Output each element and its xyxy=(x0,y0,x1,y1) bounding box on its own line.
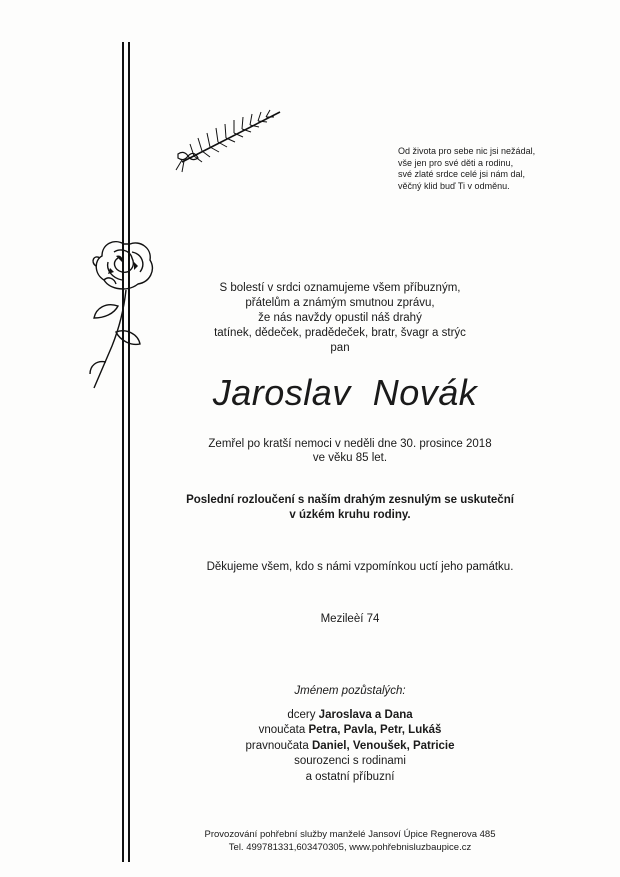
mourners-siblings: sourozenci s rodinami xyxy=(294,755,406,767)
deceased-last-name: Novák xyxy=(372,372,478,413)
announcement-line: že nás navždy opustil náš drahý xyxy=(258,312,422,324)
rose-icon xyxy=(86,236,166,394)
farewell-notice xyxy=(150,493,550,523)
mourners-daughters xyxy=(220,708,480,724)
verse-line: Od života pro sebe nic jsi nežádal, xyxy=(398,146,536,156)
palm-frond-icon xyxy=(172,104,287,174)
grandchildren-names: Petra, Pavla, Petr, Lukáš xyxy=(308,724,442,736)
death-info-line: Zemřel po kratší nemoci v neděli dne 30. prosince 2018 xyxy=(208,438,492,450)
mourning-line-right xyxy=(128,42,130,862)
footer-line: Provozování pohřební služby manželé Jansoví Úpice Regnerova 485 xyxy=(204,829,496,840)
daughters-names: Jaroslava a Dana xyxy=(318,708,413,721)
announcement-line: tatínek, dědeček, pradědeček, bratr, švagr a strýc xyxy=(214,327,466,339)
death-announcement xyxy=(190,281,490,356)
verse-line: své zlaté srdce celé jsi nám dal, xyxy=(398,169,526,179)
funeral-service-footer xyxy=(150,828,550,854)
memorial-verse xyxy=(398,146,578,192)
announcement-line: přátelům a známým smutnou zprávu, xyxy=(245,297,435,309)
footer-line: Tel. 499781331,603470305, www.pohřebnisluzbaupice.cz xyxy=(228,842,472,853)
great-grandchildren-names: Daniel, Venoušek, Patricie xyxy=(311,739,455,752)
mourners-heading: Jménem pozůstalých: xyxy=(294,685,406,697)
mourners-relatives: a ostatní příbuzní xyxy=(305,770,395,783)
great-grandchildren-label: pravnoučata xyxy=(245,739,309,752)
deceased-name xyxy=(130,372,560,414)
mourners-great-grandchildren xyxy=(220,739,480,755)
announcement-line: pan xyxy=(330,342,350,354)
place-address: Mezileèí 74 xyxy=(320,613,380,625)
mourning-line-left xyxy=(122,42,124,862)
grandchildren-label: vnoučata xyxy=(258,724,306,736)
daughters-label: dcery xyxy=(287,708,316,721)
farewell-line: Poslední rozloučení s naším drahým zesnulým se uskuteční xyxy=(186,494,514,506)
verse-line: věčný klid buď Ti v odměnu. xyxy=(398,180,510,191)
mourners-list xyxy=(220,684,480,785)
mourners-grandchildren xyxy=(220,723,480,739)
announcement-line: S bolestí v srdci oznamujeme všem příbuzným, xyxy=(219,282,461,294)
death-info xyxy=(170,437,530,465)
deceased-first-name: Jaroslav xyxy=(212,372,351,413)
death-info-line: ve věku 85 let. xyxy=(312,452,388,464)
farewell-line: v úzkém kruhu rodiny. xyxy=(289,509,411,521)
verse-line: vše jen pro své děti a rodinu, xyxy=(398,157,514,168)
thanks-text: Děkujeme všem, kdo s námi vzpomínkou uctí jeho památku. xyxy=(206,561,514,573)
